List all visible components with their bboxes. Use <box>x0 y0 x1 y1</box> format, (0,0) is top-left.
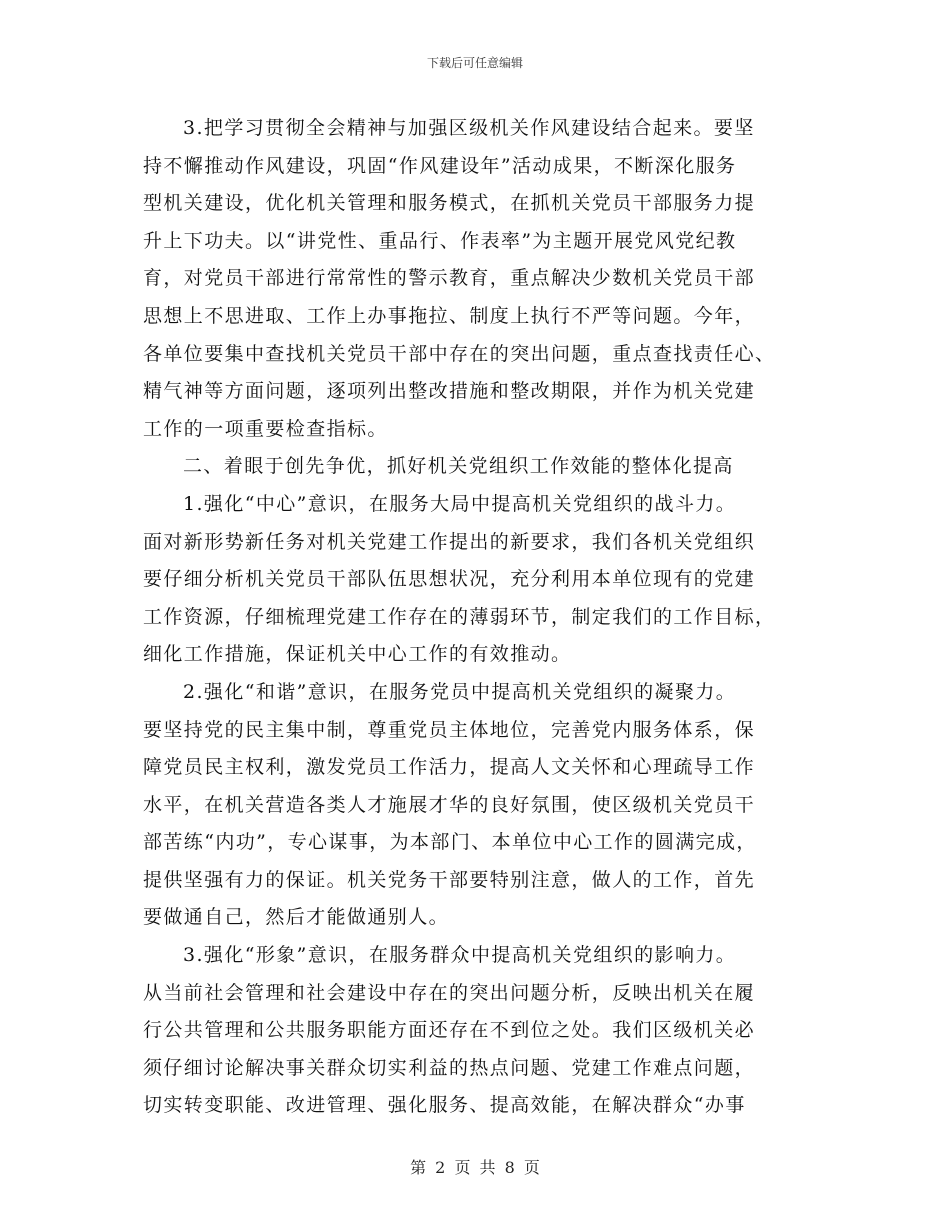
paragraph-line: 精气神等方面问题，逐项列出整改措施和整改期限，并作为机关党建 <box>143 380 756 403</box>
paragraph-line: 型机关建设，优化机关管理和服务模式，在抓机关党员干部服务力提 <box>143 192 756 215</box>
paragraph-line: 部苦练“内功”，专心谋事，为本部门、本单位中心工作的圆满完成， <box>143 831 757 854</box>
paragraph-line: 面对新形势新任务对机关党建工作提出的新要求，我们各机关党组织 <box>143 530 756 553</box>
paragraph-line: 行公共管理和公共服务职能方面还存在不到位之处。我们区级机关必 <box>143 1019 756 1042</box>
paragraph-line: 要仔细分析机关党员干部队伍思想状况，充分利用本单位现有的党建 <box>143 568 756 591</box>
paragraph-line: 要做通自己，然后才能做通别人。 <box>143 906 450 929</box>
paragraph-line: 要坚持党的民主集中制，尊重党员主体地位，完善党内服务体系，保 <box>143 718 756 741</box>
paragraph-line: 思想上不思进取、工作上办事拖拉、制度上执行不严等问题。今年， <box>143 304 756 327</box>
paragraph-line: 提供坚强有力的保证。机关党务干部要特别注意，做人的工作，首先 <box>143 868 756 891</box>
page-number: 第 2 页 共 8 页 <box>410 1158 540 1177</box>
paragraph-line: 水平，在机关营造各类人才施展才华的良好氛围，使区级机关党员干 <box>143 793 756 816</box>
section-heading: 二、着眼于创先争优，抓好机关党组织工作效能的整体化提高 <box>183 455 734 478</box>
paragraph-line: 工作的一项重要检查指标。 <box>143 417 388 440</box>
paragraph-line: 切实转变职能、改进管理、强化服务、提高效能，在解决群众“办事 <box>143 1094 746 1117</box>
paragraph-line: 1.强化“中心”意识，在服务大局中提高机关党组织的战斗力。 <box>183 492 737 515</box>
document-body <box>143 110 805 1125</box>
paragraph-line: 须仔细讨论解决事关群众切实利益的热点问题、党建工作难点问题， <box>143 1056 756 1079</box>
paragraph-line: 2.强化“和谐”意识，在服务党员中提高机关党组织的凝聚力。 <box>183 680 737 703</box>
paragraph-line: 3.强化“形象”意识，在服务群众中提高机关党组织的影响力。 <box>183 944 737 967</box>
paragraph-line: 工作资源，仔细梳理党建工作存在的薄弱环节，制定我们的工作目标， <box>143 605 776 628</box>
page-header: 下载后可任意编辑 <box>426 56 523 70</box>
paragraph-line: 持不懈推动作风建设，巩固“作风建设年”活动成果，不断深化服务 <box>143 154 737 177</box>
paragraph-line: 升上下功夫。以“讲党性、重品行、作表率”为主题开展党风党纪教 <box>143 229 737 252</box>
paragraph-line: 障党员民主权利，激发党员工作活力，提高人文关怀和心理疏导工作 <box>143 756 756 779</box>
paragraph-line: 细化工作措施，保证机关中心工作的有效推动。 <box>143 643 572 666</box>
paragraph-line: 育，对党员干部进行常常性的警示教育，重点解决少数机关党员干部 <box>143 267 756 290</box>
paragraph-line: 3.把学习贯彻全会精神与加强区级机关作风建设结合起来。要坚 <box>183 117 755 139</box>
paragraph-line: 从当前社会管理和社会建设中存在的突出问题分析，反映出机关在履 <box>143 981 756 1004</box>
paragraph-line: 各单位要集中查找机关党员干部中存在的突出问题，重点查找责任心、 <box>143 342 776 365</box>
